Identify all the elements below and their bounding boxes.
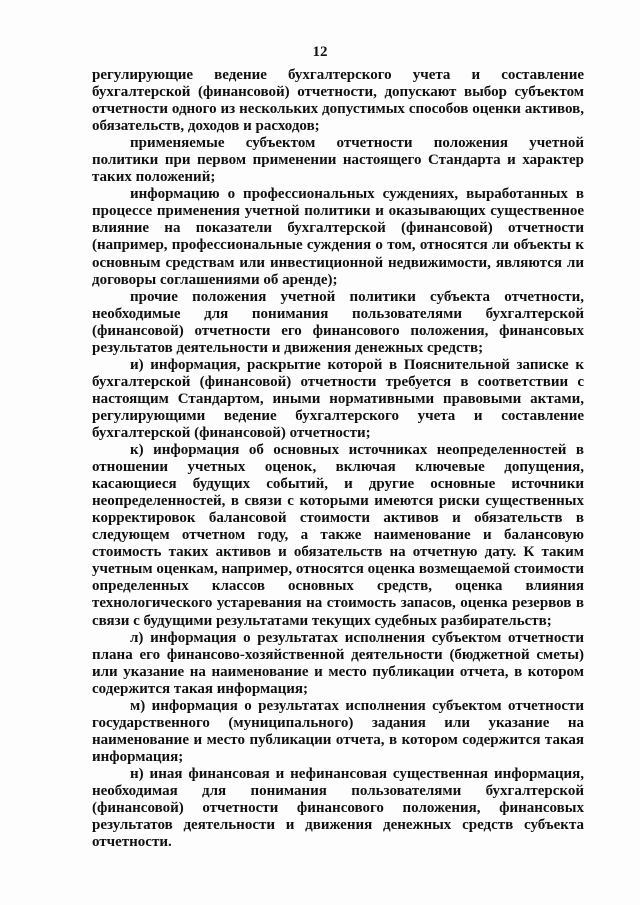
paragraph-continuation: регулирующие ведение бухгалтерского учета и составление бухгалтерской (финансовой) отчетности, допускают выбор субъектом отчетности одного из нескольких допустимых способов оценки активов, обязательств, доходов и расходов; — [92, 67, 584, 135]
page-number: 12 — [312, 44, 328, 60]
paragraph-professional-judgments: информацию о профессиональных суждениях, выработанных в процессе применения учетной политики и оказывающих существенное влияние на показатели бухгалтерской (финансовой) отчетности (например, профессиональные суждения о том, относятся ли объекты к основным средствам или инвестиционной недвижимости, являются ли договоры соглашениями об аренде); — [92, 186, 584, 288]
paragraph-item-l: л) информация о результатах исполнения субъектом отчетности плана его финансово-хозяйственной деятельности (бюджетной сметы) или указание на наименование и место публикации отчета, в котором содержится такая информация; — [92, 629, 584, 697]
paragraph-item-m: м) информация о результатах исполнения субъектом отчетности государственного (муниципального) задания или указание на наименование и место публикации отчета, в котором содержится такая информация; — [92, 697, 584, 765]
paragraph-other-policies: прочие положения учетной политики субъекта отчетности, необходимые для понимания пользователями бухгалтерской (финансовой) отчетности его финансового положения, финансовых результатов деятельности и движения денежных средств; — [92, 288, 584, 356]
document-body — [92, 67, 584, 851]
paragraph-item-i: и) информация, раскрытие которой в Пояснительной записке к бухгалтерской (финансовой) отчетности требуется в соответствии с настоящим Стандартом, иными нормативными правовыми актами, регулирующими ведение бухгалтерского учета и составление бухгалтерской (финансовой) отчетности; — [92, 356, 584, 441]
paragraph-initial-policy: применяемые субъектом отчетности положения учетной политики при первом применении настоящего Стандарта и характер таких положений; — [92, 135, 584, 186]
paragraph-item-k: к) информация об основных источниках неопределенностей в отношении учетных оценок, включая ключевые допущения, касающиеся будущих событий, и другие основные источники неопределенностей, в связи с которыми имеются риски существенных корректировок балансовой стоимости активов и обязательств в следующем отчетном году, а также наименование и балансовую стоимость таких активов и обязательств на отчетную дату. К таким учетным оценкам, например, относятся оценка возмещаемой стоимости определенных классов основных средств, оценка влияния технологического устаревания на стоимость запасов, оценка резервов в связи с будущими результатами текущих судебных разбирательств; — [92, 442, 584, 629]
paragraph-item-n: н) иная финансовая и нефинансовая существенная информация, необходимая для понимания пользователями бухгалтерской (финансовой) отчетности финансового положения, финансовых результатов деятельности и движения денежных средств субъекта отчетности. — [92, 765, 584, 851]
